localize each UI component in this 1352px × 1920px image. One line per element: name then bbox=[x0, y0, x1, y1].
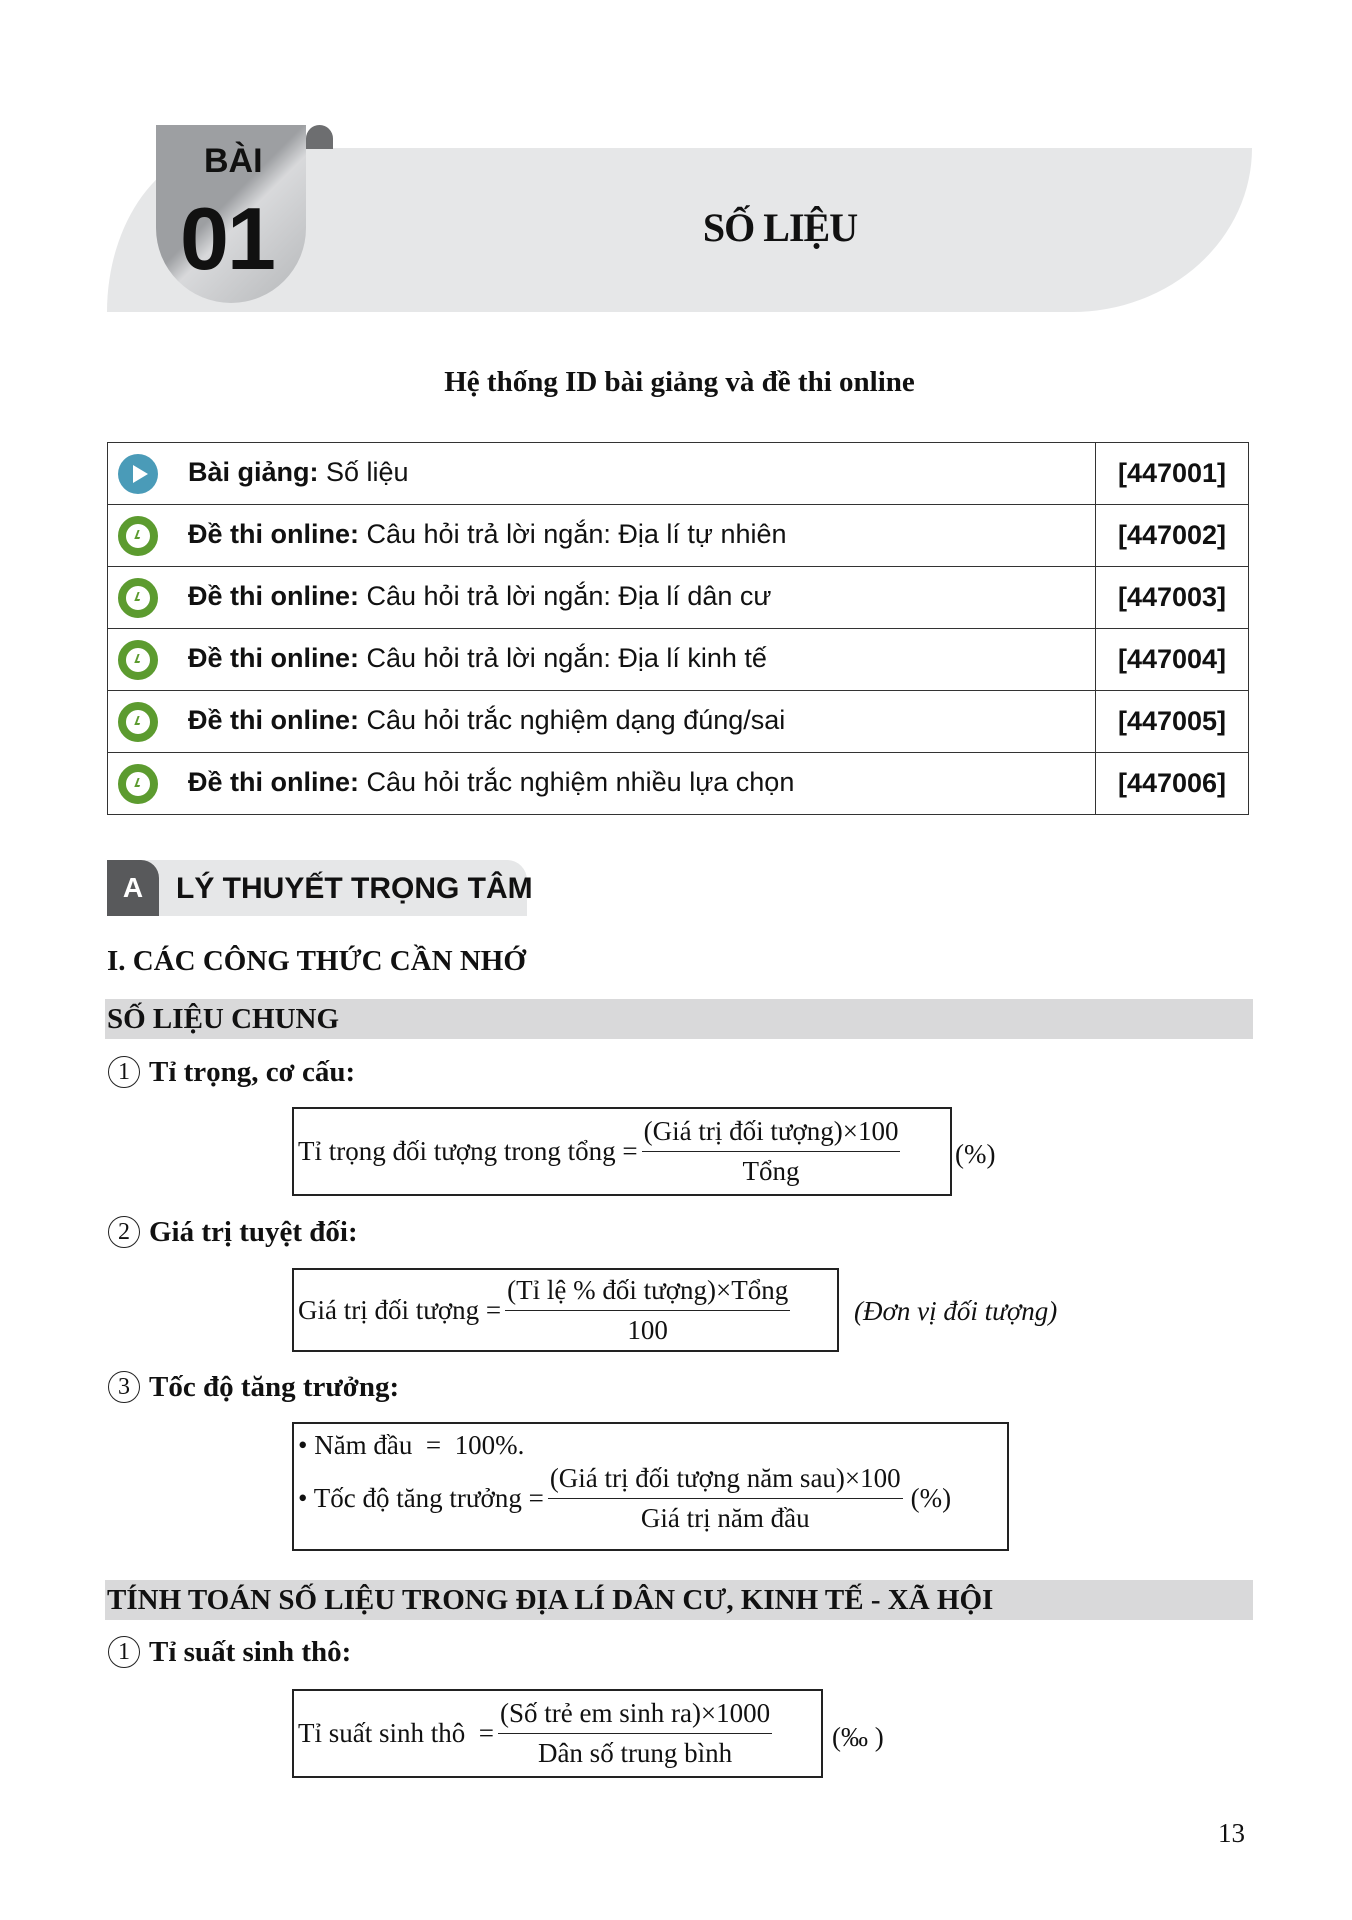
row-text: Số liệu bbox=[318, 456, 409, 487]
id-table-row[interactable] bbox=[108, 443, 1249, 505]
badge-fold bbox=[306, 125, 333, 149]
row-id: [447001] bbox=[1096, 443, 1249, 505]
lesson-number: 01 bbox=[180, 189, 274, 288]
fraction bbox=[642, 1116, 901, 1187]
row-title-cell bbox=[108, 505, 1096, 567]
formula-box bbox=[292, 1268, 839, 1352]
formula-line: • Năm đầu = 100%. bbox=[298, 1430, 525, 1460]
row-title-cell bbox=[108, 443, 1096, 505]
fraction bbox=[498, 1698, 772, 1769]
fraction bbox=[505, 1275, 790, 1346]
row-label: Đề thi online: bbox=[188, 580, 359, 611]
row-title-cell bbox=[108, 567, 1096, 629]
circled-number: 3 bbox=[108, 1371, 140, 1403]
row-id: [447006] bbox=[1096, 753, 1249, 815]
numerator: (Tỉ lệ % đối tượng)×Tổng bbox=[505, 1275, 790, 1311]
id-table-row[interactable] bbox=[108, 753, 1249, 815]
row-title-cell bbox=[108, 691, 1096, 753]
circled-number: 1 bbox=[108, 1056, 140, 1088]
row-text: Câu hỏi trả lời ngắn: Địa lí dân cư bbox=[359, 580, 772, 611]
id-table-row[interactable] bbox=[108, 567, 1249, 629]
numerator: (Số trẻ em sinh ra)×1000 bbox=[498, 1698, 772, 1734]
row-text: Câu hỏi trắc nghiệm dạng đúng/sai bbox=[359, 704, 786, 735]
clock-icon bbox=[118, 702, 158, 742]
formula-lhs: Tỉ suất sinh thô = bbox=[298, 1718, 494, 1748]
heading-formulas: I. CÁC CÔNG THỨC CẦN NHỚ bbox=[107, 945, 526, 977]
row-label: Đề thi online: bbox=[188, 704, 359, 735]
item-title: Tốc độ tăng trưởng: bbox=[149, 1371, 400, 1403]
circled-number: 2 bbox=[108, 1216, 140, 1248]
row-title-cell bbox=[108, 753, 1096, 815]
formula-lhs: • Tốc độ tăng trưởng = bbox=[298, 1483, 544, 1513]
row-label: Đề thi online: bbox=[188, 766, 359, 797]
formula-unit: (Đơn vị đối tượng) bbox=[854, 1296, 1058, 1326]
formula-unit: (‰ ) bbox=[832, 1722, 884, 1752]
subsection-bar-general: SỐ LIỆU CHUNG bbox=[105, 999, 1253, 1039]
denominator: Dân số trung bình bbox=[537, 1738, 733, 1768]
id-table bbox=[107, 442, 1249, 815]
item-heading bbox=[108, 1636, 351, 1669]
fraction bbox=[548, 1463, 903, 1534]
row-id: [447003] bbox=[1096, 567, 1249, 629]
item-title: Giá trị tuyệt đối: bbox=[149, 1216, 358, 1248]
id-table-row[interactable] bbox=[108, 505, 1249, 567]
clock-icon bbox=[118, 764, 158, 804]
row-label: Đề thi online: bbox=[188, 642, 359, 673]
denominator: Tổng bbox=[742, 1156, 800, 1186]
denominator: Giá trị năm đầu bbox=[640, 1503, 810, 1533]
denominator: 100 bbox=[627, 1314, 668, 1345]
section-a-title: LÝ THUYẾT TRỌNG TÂM bbox=[176, 872, 533, 905]
row-id: [447004] bbox=[1096, 629, 1249, 691]
formula-unit: (%) bbox=[955, 1139, 996, 1169]
subsection-bar-population-economy: TÍNH TOÁN SỐ LIỆU TRONG ĐỊA LÍ DÂN CƯ, KINH TẾ - XÃ HỘI bbox=[105, 1580, 1253, 1620]
row-text: Câu hỏi trả lời ngắn: Địa lí tự nhiên bbox=[359, 518, 787, 549]
item-title: Tỉ trọng, cơ cấu: bbox=[149, 1056, 356, 1088]
item-title: Tỉ suất sinh thô: bbox=[149, 1636, 352, 1668]
item-heading bbox=[108, 1371, 399, 1404]
clock-icon bbox=[118, 578, 158, 618]
page-number: 13 bbox=[1218, 1818, 1245, 1848]
formula-unit: (%) bbox=[910, 1483, 952, 1513]
item-heading bbox=[108, 1056, 355, 1089]
formula-box bbox=[292, 1107, 952, 1196]
formula-lhs: Tỉ trọng đối tượng trong tổng = bbox=[298, 1136, 638, 1166]
numerator: (Giá trị đối tượng)×100 bbox=[642, 1116, 901, 1152]
formula-box bbox=[292, 1422, 1009, 1551]
row-label: Đề thi online: bbox=[188, 518, 359, 549]
clock-icon bbox=[118, 640, 158, 680]
id-table-row[interactable] bbox=[108, 629, 1249, 691]
clock-icon bbox=[118, 516, 158, 556]
play-icon bbox=[118, 454, 158, 494]
formula-box bbox=[292, 1689, 823, 1778]
numerator: (Giá trị đối tượng năm sau)×100 bbox=[548, 1463, 903, 1499]
formula-lhs: Giá trị đối tượng = bbox=[298, 1294, 502, 1325]
row-id: [447002] bbox=[1096, 505, 1249, 567]
circled-number: 1 bbox=[108, 1636, 140, 1668]
chapter-title: SỐ LIỆU bbox=[702, 205, 858, 250]
row-title-cell bbox=[108, 629, 1096, 691]
row-label: Bài giảng: bbox=[188, 456, 319, 487]
lesson-word: BÀI bbox=[204, 142, 263, 180]
row-text: Câu hỏi trắc nghiệm nhiều lựa chọn bbox=[359, 766, 795, 797]
id-table-row[interactable] bbox=[108, 691, 1249, 753]
row-text: Câu hỏi trả lời ngắn: Địa lí kinh tế bbox=[359, 642, 767, 673]
section-a-letter: A bbox=[107, 860, 159, 916]
item-heading bbox=[108, 1216, 358, 1249]
row-id: [447005] bbox=[1096, 691, 1249, 753]
id-system-heading: Hệ thống ID bài giảng và đề thi online bbox=[444, 366, 915, 398]
